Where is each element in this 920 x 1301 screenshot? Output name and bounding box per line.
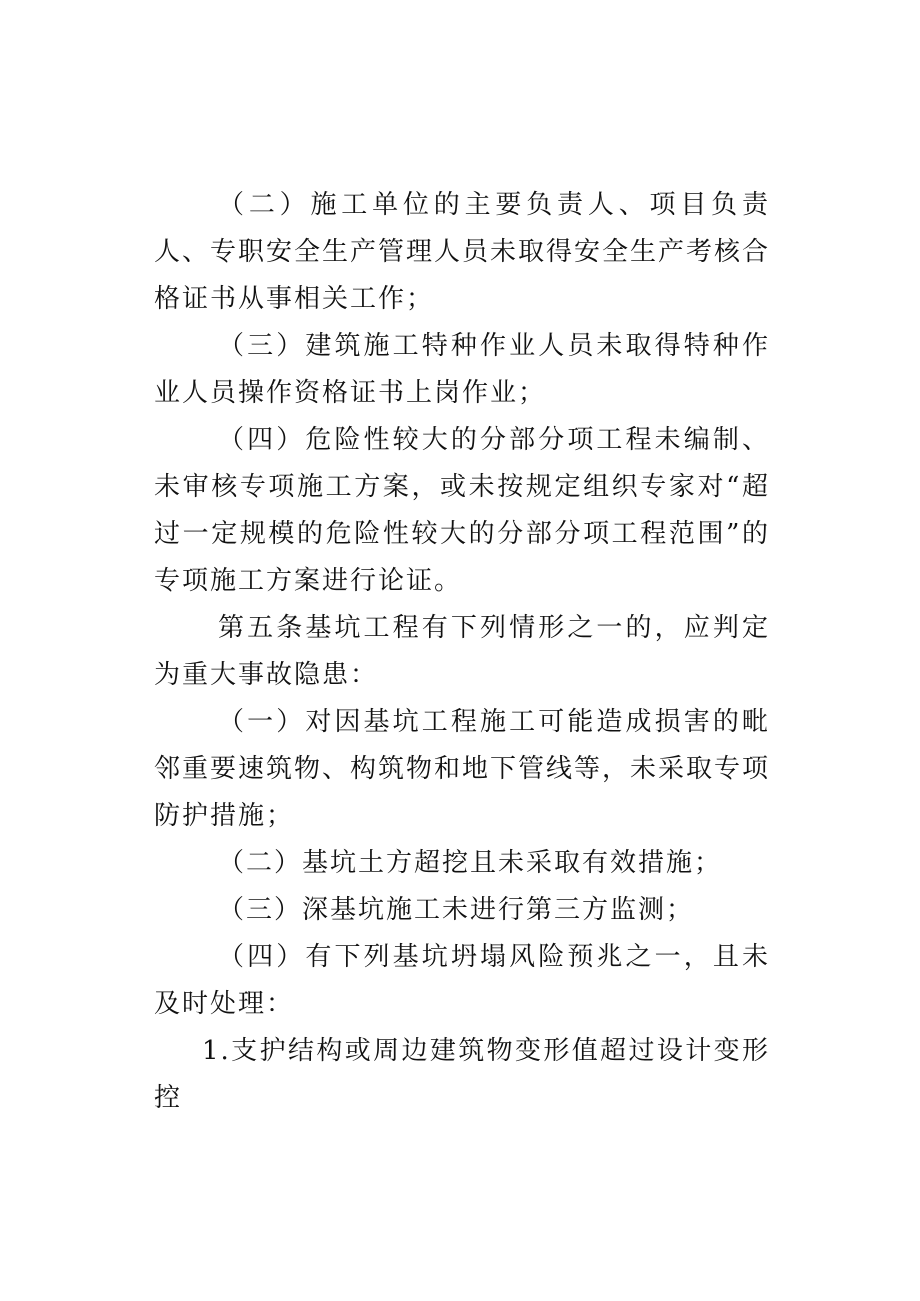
clause-paragraph: （四）危险性较大的分部分项工程未编制、未审核专项施工方案，或未按规定组织专家对“超过一定规模的危险性较大的分部分项工程范围”的专项施工方案进行论证。: [154, 425, 770, 596]
clause-paragraph: （二）施工单位的主要负责人、项目负责人、专职安全生产管理人员未取得安全生产考核合格证书从事相关工作；: [154, 190, 771, 314]
clause-paragraph: （三）建筑施工特种作业人员未取得特种作业人员操作资格证书上岗作业；: [154, 331, 770, 408]
clause-paragraph: （一）对因基坑工程施工可能造成损害的毗邻重要速筑物、构筑物和地下管线等，未采取专项防护措施；: [154, 707, 771, 831]
document-body: [154, 182, 770, 1122]
clause-paragraph: （二）基坑土方超挖且未采取有效措施；: [218, 848, 723, 878]
clause-paragraph: （四）有下列基坑坍塌风险预兆之一，且未及时处理：: [154, 942, 770, 1019]
article-heading-paragraph: 第五条基坑工程有下列情形之一的，应判定为重大事故隐患：: [154, 613, 770, 690]
numbered-item-paragraph: 1.支护结构或周边建筑物变形值超过设计变形控: [154, 1036, 770, 1113]
clause-paragraph: （三）深基坑施工未进行第三方监测；: [218, 895, 695, 925]
